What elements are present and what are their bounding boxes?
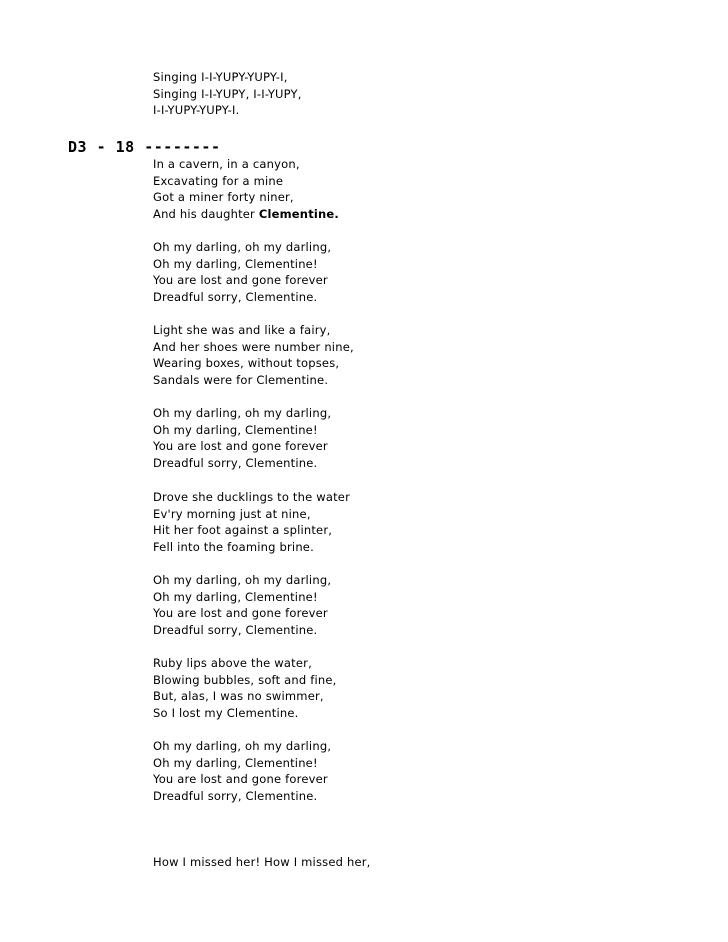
lyric-line: Oh my darling, oh my darling, xyxy=(153,573,332,587)
verse-stanza-5 xyxy=(153,854,371,871)
lyric-line: Excavating for a mine xyxy=(153,173,284,188)
lyric-line: Oh my darling, oh my darling, xyxy=(153,739,332,753)
lyric-line: Dreadful sorry, Clementine. xyxy=(153,622,318,637)
highlighted-name: Clementine. xyxy=(258,206,339,221)
lyric-line: You are lost and gone forever xyxy=(153,439,328,454)
intro-stanza xyxy=(153,69,302,119)
lyric-line: Oh my darling, Clementine! xyxy=(153,755,318,770)
chorus-stanza-1 xyxy=(153,239,331,305)
lyric-line: Oh my darling, oh my darling, xyxy=(153,240,332,254)
verse-stanza-1 xyxy=(153,156,339,222)
lyric-line: Drove she ducklings to the water xyxy=(153,490,351,504)
verse-stanza-4 xyxy=(153,655,337,721)
verse-stanza-2 xyxy=(153,322,354,388)
lyric-line: You are lost and gone forever xyxy=(153,273,328,288)
lyric-line: Fell into the foaming brine. xyxy=(153,539,314,554)
lyric-line: Wearing boxes, without topses, xyxy=(153,356,340,371)
lyric-line: Oh my darling, Clementine! xyxy=(153,422,318,437)
lyric-line: You are lost and gone forever xyxy=(153,772,328,787)
chorus-stanza-2 xyxy=(153,405,331,471)
lyric-line: Singing I-I-YUPY-YUPY-I, xyxy=(153,70,288,84)
chorus-stanza-4 xyxy=(153,738,331,804)
lyric-line: Blowing bubbles, soft and fine, xyxy=(153,672,337,687)
lyric-line: Oh my darling, oh my darling, xyxy=(153,406,332,420)
lyric-line: Dreadful sorry, Clementine. xyxy=(153,289,318,304)
verse-stanza-3 xyxy=(153,489,350,555)
lyric-line: How I missed her! How I missed her, xyxy=(153,855,371,869)
lyric-line: Oh my darling, Clementine! xyxy=(153,256,318,271)
lyric-line: Ruby lips above the water, xyxy=(153,656,312,670)
lyric-line: Oh my darling, Clementine! xyxy=(153,589,318,604)
lyric-text: And his daughter xyxy=(153,206,259,221)
lyric-line: But, alas, I was no swimmer, xyxy=(153,689,324,704)
lyric-line: In a cavern, in a canyon, xyxy=(153,157,300,171)
section-heading: D3 - 18 -------- xyxy=(68,138,221,156)
lyric-line: Got a miner forty niner, xyxy=(153,190,294,205)
lyric-line: Ev'ry morning just at nine, xyxy=(153,506,311,521)
lyric-line: Light she was and like a fairy, xyxy=(153,323,331,337)
lyric-line: Dreadful sorry, Clementine. xyxy=(153,455,318,470)
lyric-line: You are lost and gone forever xyxy=(153,606,328,621)
lyric-line: Sandals were for Clementine. xyxy=(153,372,329,387)
lyric-line-with-name xyxy=(153,206,339,223)
lyric-line: I-I-YUPY-YUPY-I. xyxy=(153,103,240,118)
lyric-line: Dreadful sorry, Clementine. xyxy=(153,788,318,803)
chorus-stanza-3 xyxy=(153,572,331,638)
lyric-line: Singing I-I-YUPY, I-I-YUPY, xyxy=(153,86,302,101)
lyric-line: Hit her foot against a splinter, xyxy=(153,523,333,538)
lyric-line: So I lost my Clementine. xyxy=(153,705,299,720)
lyric-line: And her shoes were number nine, xyxy=(153,339,354,354)
